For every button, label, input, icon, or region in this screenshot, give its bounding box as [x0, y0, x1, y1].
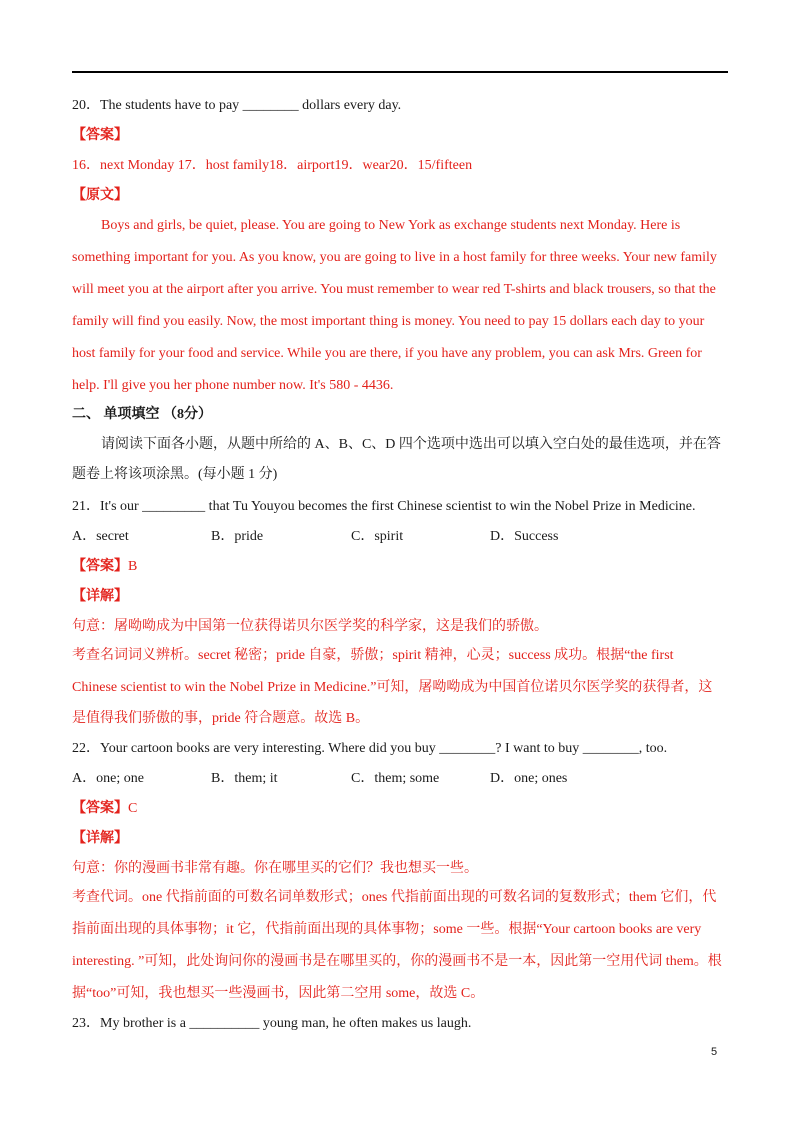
detail-line: 指前面出现的具体事物；it 它，代指前面出现的具体事物；some 一些。根据“Your cartoon books are very — [72, 922, 702, 937]
detail-line: 据“too”可知，我也想买一些漫画书，因此第二空用 some，故选 C。 — [72, 986, 485, 1001]
answer-label: 【答案】 — [72, 801, 128, 816]
original-line: family will find you easily. Now, the most important thing is money. You need to pay 15 dollars each day to your — [72, 314, 705, 329]
section-2-title: 二、 单项填空 （8分） — [72, 407, 212, 422]
question-20: 20．The students have to pay ________ dollars every day. — [72, 98, 402, 113]
original-line: something important for you. As you know, you are going to live in a host family for three weeks. Your new family — [72, 250, 717, 265]
detail-header: 【详解】 — [72, 831, 128, 846]
answer-header: 【答案】 — [72, 128, 128, 143]
detail-line: interesting. ”可知，此处询问你的漫画书是在哪里买的，你的漫画书不是一本，因此第一空用代词 them。根 — [72, 954, 722, 969]
question-22-stem: 22．Your cartoon books are very interesting. Where did you buy ________? I want to buy ________, too. — [72, 741, 668, 756]
question-23-stem: 23．My brother is a __________ young man, he often makes us laugh. — [72, 1016, 472, 1031]
question-21-answer — [72, 557, 728, 577]
option-a: A．one; one — [72, 771, 144, 786]
answers-16-20: 16．next Monday 17．host family18．airport19．wear20．15/fifteen — [72, 158, 473, 173]
page-number: 5 — [711, 1046, 718, 1058]
question-21-options — [72, 527, 728, 547]
header-rule — [72, 71, 728, 73]
option-a: A．secret — [72, 529, 129, 544]
detail-line: 考查名词词义辨析。secret 秘密；pride 自豪，骄傲；spirit 精神，心灵；success 成功。根据“the first — [72, 648, 674, 663]
detail-line: 句意：屠呦呦成为中国第一位获得诺贝尔医学奖的科学家，这是我们的骄傲。 — [72, 619, 548, 634]
detail-line: 考查代词。one 代指前面的可数名词单数形式；ones 代指前面出现的可数名词的复数形式；them 它们，代 — [72, 890, 717, 905]
question-22-answer — [72, 799, 728, 819]
original-line: Boys and girls, be quiet, please. You are going to New York as exchange students next Monday. Here is — [101, 218, 681, 233]
question-21-stem: 21．It's our _________ that Tu Youyou becomes the first Chinese scientist to win the Nobel Prize in Medicine. — [72, 499, 696, 514]
detail-line: Chinese scientist to win the Nobel Prize in Medicine.”可知，屠呦呦成为中国首位诺贝尔医学奖的获得者，这 — [72, 680, 713, 695]
detail-line: 是值得我们骄傲的事，pride 符合题意。故选 B。 — [72, 711, 370, 726]
answer-value: C — [128, 801, 138, 816]
detail-line: 句意：你的漫画书非常有趣。你在哪里买的它们？我也想买一些。 — [72, 861, 478, 876]
original-header: 【原文】 — [72, 188, 128, 203]
instruction-line: 请阅读下面各小题，从题中所给的 A、B、C、D 四个选项中选出可以填入空白处的最佳选项，并在答 — [101, 437, 721, 452]
option-c: C．them; some — [351, 771, 440, 786]
original-line: help. I'll give you her phone number now. It's 580 - 4436. — [72, 378, 394, 393]
detail-header: 【详解】 — [72, 589, 128, 604]
answer-value: B — [128, 559, 138, 574]
option-d: D．one; ones — [490, 771, 568, 786]
instruction-line: 题卷上将该项涂黑。(每小题 1 分) — [72, 467, 278, 482]
option-b: B．pride — [211, 529, 264, 544]
answer-label: 【答案】 — [72, 559, 128, 574]
question-22-options — [72, 769, 728, 789]
option-c: C．spirit — [351, 529, 404, 544]
original-line: will meet you at the airport after you arrive. You must remember to wear red T-shirts and black trousers, so that the — [72, 282, 716, 297]
option-b: B．them; it — [211, 771, 278, 786]
original-line: host family for your food and service. While you are there, if you have any problem, you can ask Mrs. Green for — [72, 346, 702, 361]
option-d: D．Success — [490, 529, 559, 544]
